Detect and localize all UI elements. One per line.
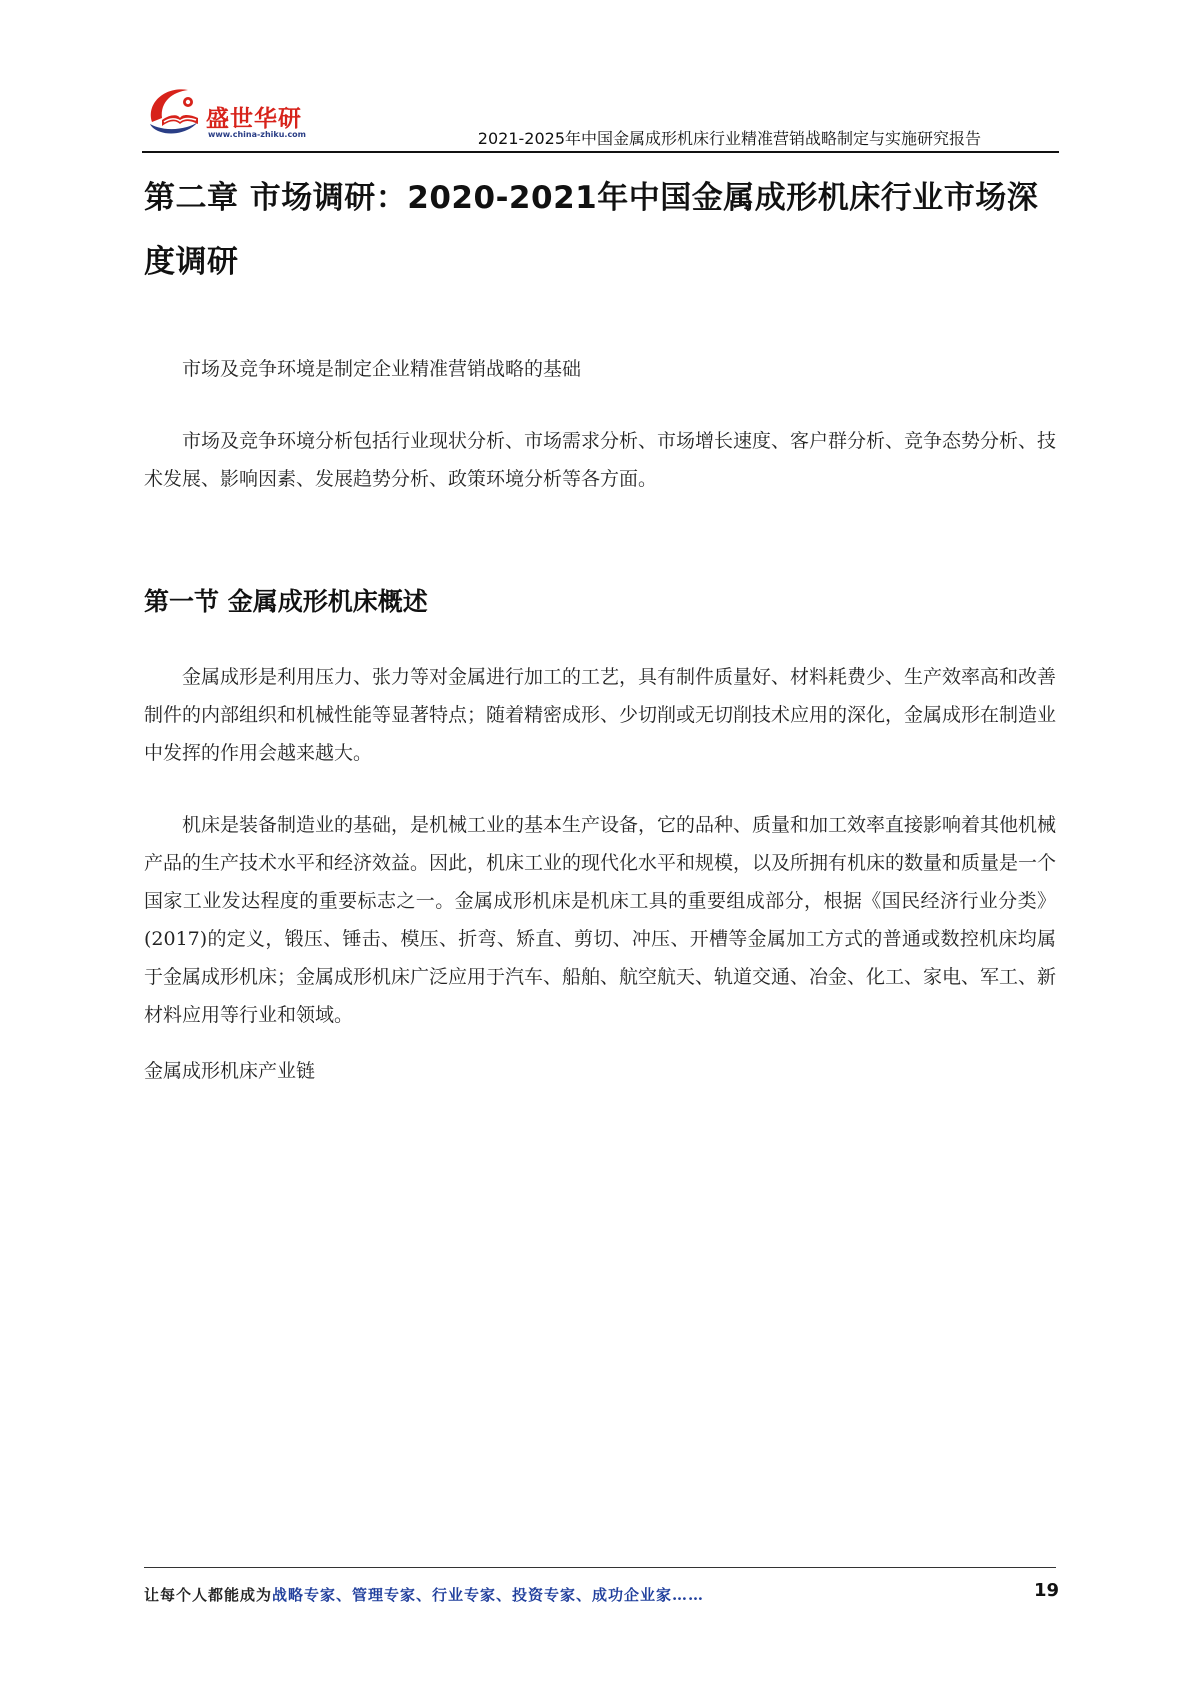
page-number: 19: [1033, 1580, 1059, 1601]
page-header: [142, 78, 1059, 156]
chapter-title: 第二章 市场调研：2020-2021年中国金属成形机床行业市场深度调研: [144, 180, 1039, 280]
logo-emblem-icon: [142, 82, 206, 138]
slogan-highlight: 战略专家、管理专家、行业专家、投资专家、成功企业家……: [272, 1586, 705, 1604]
intro-paragraph-1: 市场及竞争环境是制定企业精准营销战略的基础: [182, 358, 582, 380]
footer-slogan: [144, 1584, 704, 1605]
figure-caption: 金属成形机床产业链: [144, 1060, 316, 1082]
company-logo: [142, 78, 332, 144]
intro-paragraph-2: 市场及竞争环境分析包括行业现状分析、市场需求分析、市场增长速度、客户群分析、竞争态势分析、技术发展、影响因素、发展趋势分析、政策环境分析等各方面。: [144, 430, 1057, 490]
logo-text: 盛世华研: [206, 106, 302, 132]
section-paragraph-2: 机床是装备制造业的基础，是机械工业的基本生产设备，它的品种、质量和加工效率直接影响着其他机械产品的生产技术水平和经济效益。因此，机床工业的现代化水平和规模，以及所拥有机床的数量和质量是一个国家工业发达程度的重要标志之一。金属成形机床是机床工具的重要组成部分，根据《国民经济行业分类》(2017)的定义，锻压、锤击、模压、折弯、矫直、剪切、冲压、开槽等金属加工方式的普通或数控机床均属于金属成形机床；金属成形机床广泛应用于汽车、船舶、航空航天、轨道交通、冶金、化工、家电、军工、新材料应用等行业和领域。: [144, 814, 1057, 1026]
slogan-prefix: 让每个人都能成为: [144, 1586, 273, 1604]
header-divider: [142, 151, 1059, 153]
section-paragraph-1: 金属成形是利用压力、张力等对金属进行加工的工艺，具有制件质量好、材料耗费少、生产效率高和改善制件的内部组织和机械性能等显著特点；随着精密成形、少切削或无切削技术应用的深化，金属成形在制造业中发挥的作用会越来越大。: [144, 666, 1057, 764]
logo-url: www.china-zhiku.com: [208, 130, 307, 139]
footer-divider: [144, 1567, 1056, 1568]
page-content: [144, 160, 1056, 1090]
section-title: 第一节 金属成形机床概述: [144, 587, 428, 616]
report-title: 2021-2025年中国金属成形机床行业精准营销战略制定与实施研究报告: [477, 129, 981, 148]
